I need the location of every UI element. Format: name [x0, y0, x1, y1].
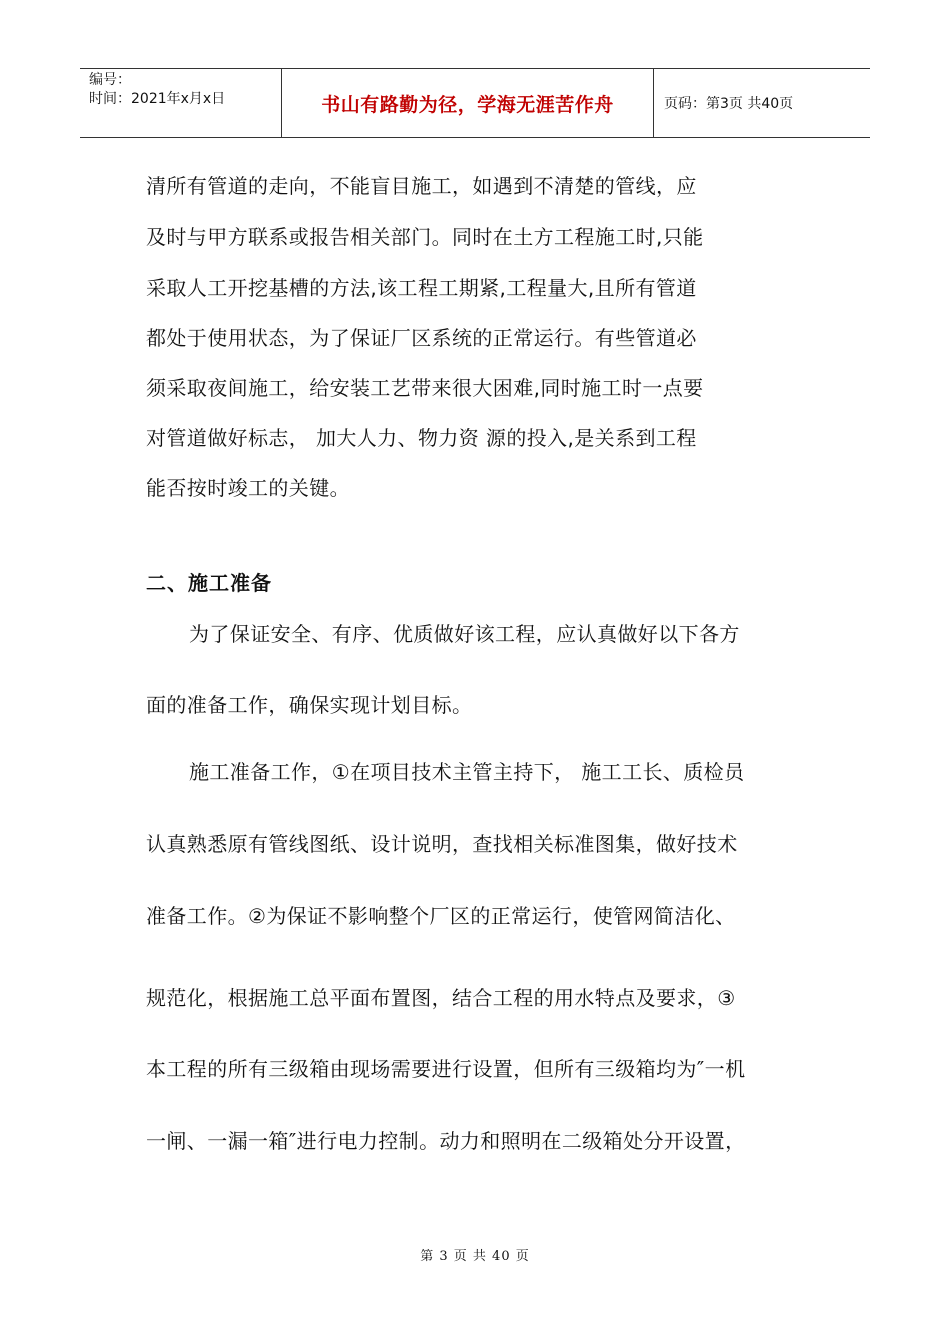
- body-line: 清所有管道的走向，不能盲目施工，如遇到不清楚的管线，应: [146, 174, 697, 198]
- body-line: 施工准备工作，①在项目技术主管主持下， 施工工长、质检员: [189, 760, 745, 784]
- body-line: 规范化，根据施工总平面布置图，结合工程的用水特点及要求，③: [146, 986, 736, 1010]
- body-line: 都处于使用状态，为了保证厂区系统的正常运行。有些管道必: [146, 326, 697, 350]
- header-divider: [653, 69, 654, 137]
- body-line: 对管道做好标志， 加大人力、物力资 源的投入,是关系到工程: [146, 426, 697, 450]
- document-header: [80, 68, 870, 138]
- header-meta: [89, 71, 225, 109]
- body-line: 一闸、一漏一箱″进行电力控制。动力和照明在二级箱处分开设置，: [146, 1129, 746, 1153]
- header-page-info: 页码：第3页 共40页: [664, 96, 794, 112]
- page-footer: 第 3 页 共 40 页: [420, 1249, 530, 1264]
- body-line: 为了保证安全、有序、优质做好该工程，应认真做好以下各方: [189, 622, 740, 646]
- header-motto: 书山有路勤为径，学海无涯苦作舟: [321, 93, 614, 116]
- body-line: 本工程的所有三级箱由现场需要进行设置，但所有三级箱均为″一机: [146, 1057, 746, 1081]
- body-line: 认真熟悉原有管线图纸、设计说明，查找相关标准图集，做好技术: [146, 832, 738, 856]
- body-line: 采取人工开挖基槽的方法,该工程工期紧,工程量大,且所有管道: [146, 276, 697, 300]
- body-line: 及时与甲方联系或报告相关部门。同时在土方工程施工时,只能: [146, 225, 704, 249]
- body-line: 面的准备工作，确保实现计划目标。: [146, 693, 473, 717]
- date-label: 时间：2021年x月x日: [89, 91, 226, 107]
- body-line: 能否按时竣工的关键。: [146, 476, 350, 500]
- body-line: 须采取夜间施工，给安装工艺带来很大困难,同时施工时一点要: [146, 376, 704, 400]
- number-label: 编号：: [89, 72, 131, 88]
- section-heading: 二、施工准备: [146, 571, 272, 595]
- body-line: 准备工作。②为保证不影响整个厂区的正常运行，使管网简洁化、: [146, 904, 736, 928]
